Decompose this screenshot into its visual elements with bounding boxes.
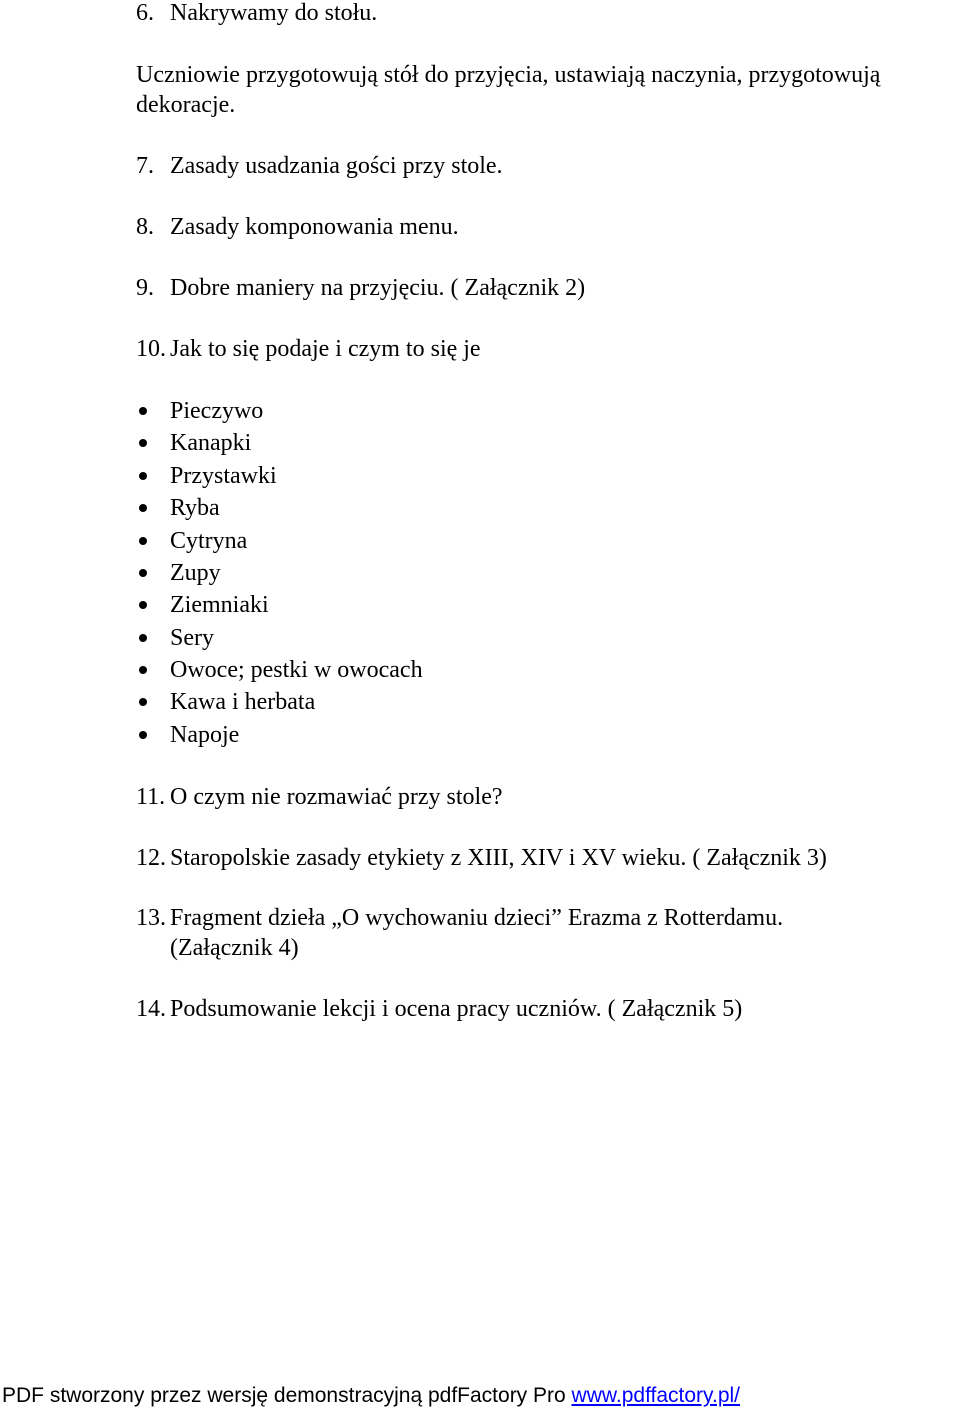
item-number: 7. [136,153,154,179]
item-text: Fragment dzieła „O wychowaniu dzieci” Erazma z Rotterdamu. [170,905,784,931]
footer-text: PDF stworzony przez wersję demonstracyjną pdfFactory Pro [2,1384,572,1407]
bullet-dot [139,472,147,480]
bullet-item: Cytryna [170,528,248,554]
item-text-continued: (Załącznik 4) [170,935,299,961]
pdf-footer [2,1383,740,1409]
bullet-item: Sery [170,625,214,651]
item-text: Nakrywamy do stołu. [170,0,378,26]
bullet-dot [139,569,147,577]
item-text: O czym nie rozmawiać przy stole? [170,784,503,810]
item-number: 8. [136,214,154,240]
bullet-item: Zupy [170,560,221,586]
item-number: 10. [136,336,166,362]
bullet-item: Przystawki [170,463,277,489]
bullet-item: Pieczywo [170,398,264,424]
item-text: Zasady usadzania gości przy stole. [170,153,503,179]
bullet-item: Kawa i herbata [170,689,316,715]
paragraph-line: Uczniowie przygotowują stół do przyjęcia, ustawiają naczynia, przygotowują [136,62,881,88]
bullet-dot [139,731,147,739]
item-text: Jak to się podaje i czym to się je [170,336,481,362]
bullet-item: Napoje [170,722,240,748]
paragraph-line: dekoracje. [136,92,236,118]
item-text: Podsumowanie lekcji i ocena pracy uczniów. ( Załącznik 5) [170,996,743,1022]
item-number: 13. [136,905,166,931]
bullet-item: Kanapki [170,430,252,456]
item-text: Zasady komponowania menu. [170,214,459,240]
bullet-dot [139,666,147,674]
bullet-item: Ziemniaki [170,592,269,618]
bullet-dot [139,537,147,545]
bullet-dot [139,634,147,642]
item-text: Staropolskie zasady etykiety z XIII, XIV i XV wieku. ( Załącznik 3) [170,845,827,871]
item-number: 14. [136,996,166,1022]
bullet-dot [139,601,147,609]
bullet-dot [139,439,147,447]
item-text: Dobre maniery na przyjęciu. ( Załącznik 2) [170,275,586,301]
item-number: 12. [136,845,166,871]
item-number: 9. [136,275,154,301]
item-number: 6. [136,0,154,26]
bullet-dot [139,504,147,512]
footer-link[interactable]: www.pdffactory.pl/ [571,1384,741,1407]
bullet-item: Ryba [170,495,220,521]
bullet-dot [139,698,147,706]
item-number: 11. [136,784,166,810]
bullet-dot [139,407,147,415]
bullet-item: Owoce; pestki w owocach [170,657,423,683]
